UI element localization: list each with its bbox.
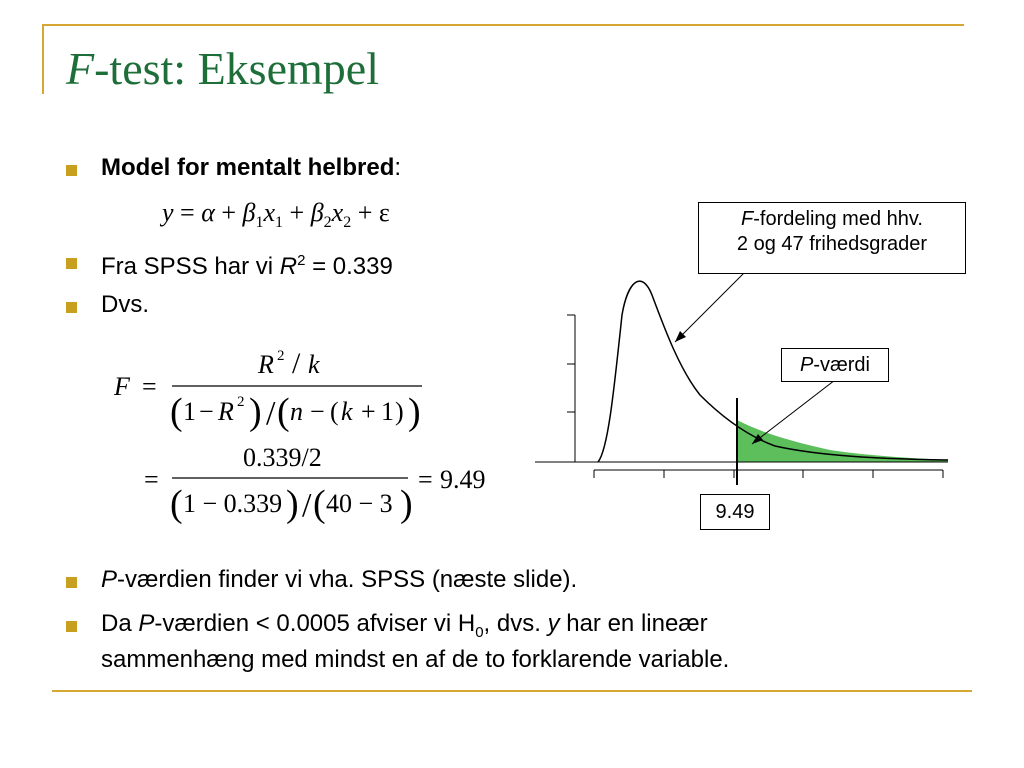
- den2-slash: /: [302, 487, 312, 524]
- formula-x: x: [263, 198, 276, 227]
- formula-alpha: α: [201, 198, 215, 227]
- bullet-marker: [66, 258, 77, 269]
- conclusion-var: y: [547, 610, 560, 637]
- formula-epsilon: ε: [378, 198, 390, 227]
- formula-sub: 1: [275, 214, 284, 232]
- formula-plus: +: [283, 198, 311, 227]
- bullet-model: [101, 153, 401, 183]
- slide-title: [66, 42, 379, 95]
- conclusion-text: -værdien < 0.0005 afviser vi H: [154, 610, 476, 637]
- pvalue-callout-var: P: [799, 354, 814, 376]
- num-k: k: [308, 350, 320, 379]
- f-var: F: [114, 372, 130, 401]
- title-variable: F: [66, 43, 95, 94]
- fdist-callout-line2: 2 og 47 frihedsgrader: [736, 233, 928, 255]
- value-callout: 9.49: [700, 494, 770, 530]
- den-slash: /: [266, 395, 276, 432]
- paren: ): [286, 483, 299, 525]
- bullet-dvs: Dvs.: [101, 291, 149, 318]
- bullet-model-colon: :: [394, 154, 402, 181]
- paren: (: [313, 483, 326, 525]
- den-n: n: [290, 397, 303, 426]
- num2: 0.339/2: [243, 443, 322, 472]
- formula-beta: β: [310, 198, 324, 227]
- bullet-marker: [66, 165, 77, 176]
- conclusion-text: , dvs.: [483, 610, 548, 637]
- conclusion-sub: 0: [475, 623, 484, 641]
- bullet-rsquared-value: = 0.339: [305, 253, 393, 280]
- bullet-rsquared-text: Fra SPSS har vi: [101, 253, 280, 280]
- den-k: k: [341, 397, 353, 426]
- den-one: 1: [183, 397, 196, 426]
- bullet-pvalue: [101, 565, 577, 595]
- num-slash: /: [292, 347, 301, 380]
- pvalue-callout-text: -værdi: [813, 354, 870, 376]
- bullet-marker: [66, 621, 77, 632]
- den2-b: 40 − 3: [326, 489, 393, 518]
- title-text: -test: Eksempel: [94, 43, 379, 94]
- den2-a: 1 − 0.339: [183, 489, 283, 518]
- bullet-rsquared-var: R: [279, 253, 298, 280]
- formula-plus: +: [351, 198, 379, 227]
- formula-sub: 2: [323, 214, 332, 232]
- fdist-callout-var: F: [741, 208, 754, 230]
- conclusion-text: har en lineær: [559, 610, 708, 637]
- paren: ): [408, 391, 421, 433]
- f-eq: =: [142, 372, 157, 401]
- num-r: R: [258, 350, 274, 379]
- formula-eq: =: [173, 198, 202, 227]
- num-sup: 2: [277, 348, 285, 364]
- bullet-conclusion: [101, 609, 708, 648]
- bullet-rsquared: [101, 246, 393, 282]
- paren: (: [330, 397, 339, 426]
- formula-sub: 1: [255, 214, 264, 232]
- paren: (: [170, 391, 183, 433]
- paren: (: [277, 391, 290, 433]
- bullet-pvalue-var: P: [101, 566, 118, 593]
- den-minus: −: [199, 397, 214, 426]
- eq2: =: [144, 465, 159, 494]
- paren: ): [400, 483, 413, 525]
- fdist-callout: [698, 202, 966, 274]
- bullet-marker: [66, 302, 77, 313]
- bullet-rsquared-sup: 2: [297, 252, 306, 269]
- frame-left-line: [42, 24, 44, 94]
- pvalue-callout: [781, 348, 889, 382]
- formula-beta: β: [242, 198, 256, 227]
- den-sup: 2: [237, 394, 245, 410]
- formula-plus: +: [214, 198, 243, 227]
- den-r: R: [218, 397, 234, 426]
- paren: (: [170, 483, 183, 525]
- eq3: =: [418, 465, 433, 494]
- formula-x: x: [331, 198, 344, 227]
- den-plus: +: [361, 397, 376, 426]
- formula-y: y: [162, 198, 174, 227]
- den-minus2: −: [310, 397, 325, 426]
- paren: ): [395, 397, 404, 426]
- model-formula: [162, 198, 390, 232]
- formula-sub: 2: [343, 214, 352, 232]
- paren: ): [249, 391, 262, 433]
- frame-bottom-line: [52, 690, 972, 692]
- result: 9.49: [440, 465, 486, 494]
- fdist-callout-line1: -fordeling med hhv.: [753, 208, 923, 230]
- f-distribution-plot: [530, 270, 960, 485]
- bullet-model-bold: Model for mentalt helbred: [101, 154, 395, 181]
- bullet-conclusion-line2: sammenhæng med mindst en af de to forklarende variable.: [101, 646, 730, 673]
- conclusion-text: Da: [101, 610, 139, 637]
- bullet-pvalue-text: -værdien finder vi vha. SPSS (næste slide).: [117, 566, 578, 593]
- bullet-marker: [66, 577, 77, 588]
- conclusion-var: P: [138, 610, 155, 637]
- frame-top-line: [42, 24, 964, 26]
- den-one2: 1: [381, 397, 394, 426]
- fdist-arrow: [675, 272, 745, 342]
- f-statistic-formula: [110, 340, 510, 530]
- pvalue-arrow: [752, 380, 835, 444]
